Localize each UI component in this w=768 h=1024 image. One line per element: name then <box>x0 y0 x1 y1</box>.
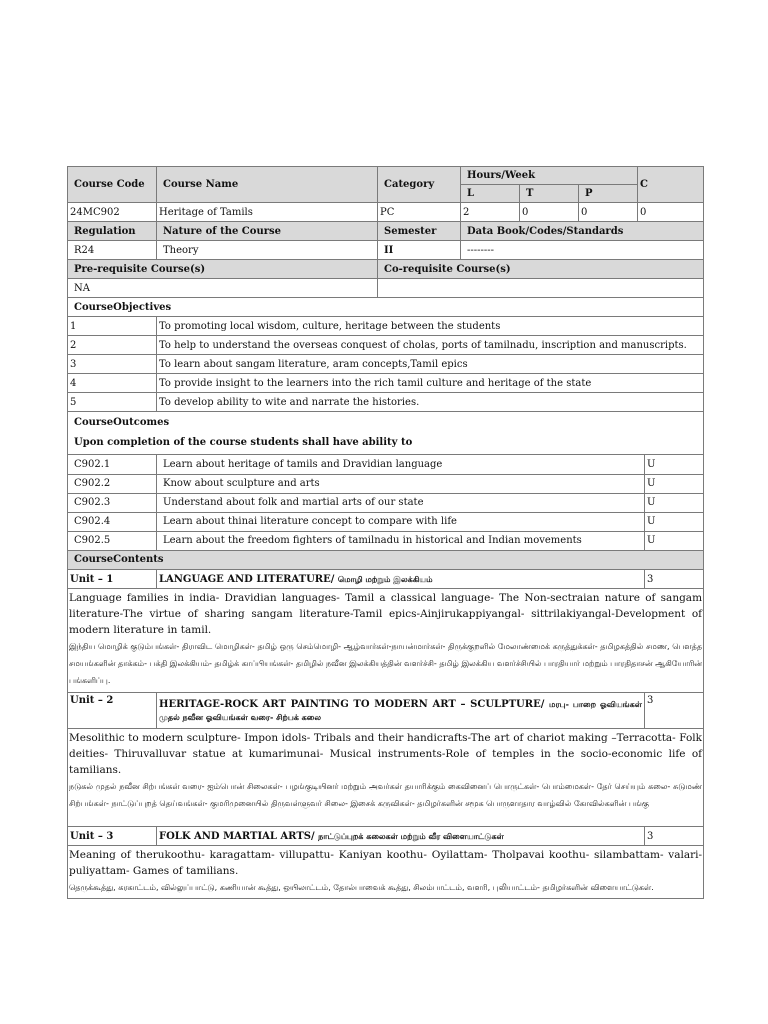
outcome-level: U <box>645 493 704 512</box>
label-corequisite: Co-requisite Course(s) <box>378 260 704 279</box>
unit-title-ta: மொழி மற்றும் இலக்கியம் <box>337 574 433 584</box>
outcome-text: Understand about folk and martial arts of our state <box>157 493 645 512</box>
unit-label: Unit – 1 <box>68 570 157 589</box>
unit-body-ta: இந்திய மொழிக் குடும்பங்கள்- திராவிட மொழிகள்- தமிழ் ஒரு செம்மொழி- ஆழ்வார்கள்-நாயன்மார்கள்- திருக்குறளில் மேலாண்மைக் கருத்துக்கள்- தமிழகத்தில் சமண, பௌத்த சமயங்களின் தாக்கம்- பக்தி இலக்கியம்- தமிழ்க் காப்பியங்கள்- தமிழில் நவீன இலக்கியத்தின் வளர்ச்சி- தமிழ் இலக்கிய வளர்ச்சியில் பாரதியார் மற்றும் பாரதிதாசன் ஆகியோரின் பங்களிப்பு. <box>69 642 703 685</box>
objectives-heading: CourseObjectives <box>68 298 704 317</box>
objective-row <box>68 374 704 393</box>
value-regulation: R24 <box>68 241 157 260</box>
outcome-code: C902.4 <box>68 512 157 531</box>
outcome-text: Know about sculpture and arts <box>157 474 645 493</box>
unit-title <box>157 570 645 589</box>
unit-hours: 3 <box>645 570 704 589</box>
outcome-text: Learn about heritage of tamils and Dravidian language <box>157 455 645 474</box>
course-code: 24MC902 <box>68 203 157 222</box>
outcome-level: U <box>645 512 704 531</box>
unit-title-en: FOLK AND MARTIAL ARTS/ <box>159 830 315 842</box>
course-name: Heritage of Tamils <box>157 203 378 222</box>
unit-row <box>68 693 704 729</box>
label-nature: Nature of the Course <box>157 222 378 241</box>
course-document <box>67 166 703 899</box>
unit-label: Unit – 3 <box>68 827 157 846</box>
label-prerequisite: Pre-requisite Course(s) <box>68 260 378 279</box>
unit-row <box>68 827 704 846</box>
course-p: 0 <box>579 203 638 222</box>
objective-text: To develop ability to wite and narrate the histories. <box>157 393 704 412</box>
outcome-code: C902.5 <box>68 531 157 550</box>
label-regulation: Regulation <box>68 222 157 241</box>
outcomes-table <box>67 455 704 551</box>
unit-hours: 3 <box>645 693 704 729</box>
unit-hours: 3 <box>645 827 704 846</box>
value-corequisite <box>378 279 704 298</box>
objective-text: To provide insight to the learners into the rich tamil culture and heritage of the state <box>157 374 704 393</box>
unit-title-ta: மரபு- பாறை ஓவியங்கள் முதல் நவீன ஓவியங்கள் வரை- சிற்பக் கலை <box>159 699 643 722</box>
header-t: T <box>520 185 579 203</box>
unit-title <box>157 827 645 846</box>
outcome-text: Learn about thinai literature concept to compare with life <box>157 512 645 531</box>
outcome-text: Learn about the freedom fighters of tamilnadu in historical and Indian movements <box>157 531 645 550</box>
outcome-row <box>68 531 704 550</box>
objective-number: 1 <box>68 317 157 336</box>
value-databook: -------- <box>461 241 704 260</box>
objective-number: 2 <box>68 336 157 355</box>
outcome-level: U <box>645 531 704 550</box>
unit-title-en: HERITAGE-ROCK ART PAINTING TO MODERN ART – SCULPTURE/ <box>159 698 545 710</box>
header-l: L <box>461 185 520 203</box>
course-category: PC <box>378 203 461 222</box>
outcomes-subtitle: Upon completion of the course students shall have ability to <box>74 437 413 448</box>
unit-title-en: LANGUAGE AND LITERATURE/ <box>159 573 335 585</box>
outcome-row <box>68 493 704 512</box>
header-category: Category <box>378 167 461 203</box>
outcome-code: C902.2 <box>68 474 157 493</box>
label-databook: Data Book/Codes/Standards <box>461 222 704 241</box>
objective-row <box>68 393 704 412</box>
header-credits: C <box>638 167 704 203</box>
unit-body-row <box>68 846 704 899</box>
objective-number: 4 <box>68 374 157 393</box>
value-semester: II <box>378 241 461 260</box>
unit-body-ta: தெருக்கூத்து, கரகாட்டம், வில்லுப்பாட்டு, கணியான் கூத்து, ஒயிலாட்டம், தோல்பாவைக் கூத்து, சிலம்பாட்டம், வளரி, புலியாட்டம்- தமிழர்களின் விளையாட்டுகள். <box>69 883 654 892</box>
objective-row <box>68 336 704 355</box>
objective-text: To learn about sangam literature, aram concepts,Tamil epics <box>157 355 704 374</box>
objective-text: To help to understand the overseas conquest of cholas, ports of tamilnadu, inscription and manuscripts. <box>157 336 704 355</box>
objective-text: To promoting local wisdom, culture, heritage between the students <box>157 317 704 336</box>
unit-body: Mesolithic to modern sculpture- Impon idols- Tribals and their handicrafts-The art of chariot making –Terracotta- Folk deities- Thiruvalluvar statue at kumarimunai- Musical instruments-Role of temples in the socio-economic life of tamilians. <box>69 732 703 776</box>
outcome-row <box>68 455 704 474</box>
outcome-code: C902.1 <box>68 455 157 474</box>
course-t: 0 <box>520 203 579 222</box>
contents-table <box>67 551 704 900</box>
outcomes-title: CourseOutcomes <box>74 417 170 428</box>
objective-number: 5 <box>68 393 157 412</box>
outcome-row <box>68 474 704 493</box>
objective-row <box>68 317 704 336</box>
contents-heading: CourseContents <box>68 551 704 570</box>
value-prerequisite: NA <box>68 279 378 298</box>
unit-body-row <box>68 589 704 693</box>
course-l: 2 <box>461 203 520 222</box>
outcome-row <box>68 512 704 531</box>
objective-row <box>68 355 704 374</box>
label-semester: Semester <box>378 222 461 241</box>
outcome-code: C902.3 <box>68 493 157 512</box>
course-table <box>67 166 704 455</box>
outcomes-heading <box>68 412 704 455</box>
unit-body: Meaning of therukoothu- karagattam- villupattu- Kaniyan koothu- Oyilattam- Tholpavai koothu- silambattam- valari- puliyattam- Games of tamilians. <box>69 849 703 877</box>
unit-body: Language families in india- Dravidian languages- Tamil a classical language- The Non-sectraian nature of sangam literature-The virtue of sharing sangam literature-Tamil epics-Ainjirukappiyangal- sittrilakiyangal-Development of modern literature in tamil. <box>69 592 703 636</box>
value-nature: Theory <box>157 241 378 260</box>
unit-row <box>68 570 704 589</box>
header-hours-week: Hours/Week <box>461 167 638 185</box>
outcome-level: U <box>645 474 704 493</box>
unit-title-ta: நாட்டுப்புறக் கலைகள் மற்றும் வீர விளையாட்டுகள் <box>318 831 504 841</box>
unit-title <box>157 693 645 729</box>
header-course-name: Course Name <box>157 167 378 203</box>
outcome-level: U <box>645 455 704 474</box>
objective-number: 3 <box>68 355 157 374</box>
unit-body-row <box>68 729 704 827</box>
unit-label: Unit – 2 <box>68 693 157 729</box>
header-course-code: Course Code <box>68 167 157 203</box>
unit-body-ta: நடுகல் முதல் நவீன சிற்பங்கள் வரை- ஐம்பொன் சிலைகள்- பழங்குடியினர் மற்றும் அவர்கள் தயாரிக்கும் கைவினைப் பொருட்கள்- பொம்மைகள்- தேர் செய்யும் கலை- சுடுமண் சிற்பங்கள்- நாட்டுப்புறத் தெய்வங்கள்- குமரிமுனையில் திருவள்ளுவர் சிலை- இசைக் கருவிகள்- தமிழர்களின் சமூக பொருளாதார வாழ்வில் கோவில்களின் பங்கு <box>69 782 703 808</box>
header-p: P <box>579 185 638 203</box>
course-c: 0 <box>638 203 704 222</box>
